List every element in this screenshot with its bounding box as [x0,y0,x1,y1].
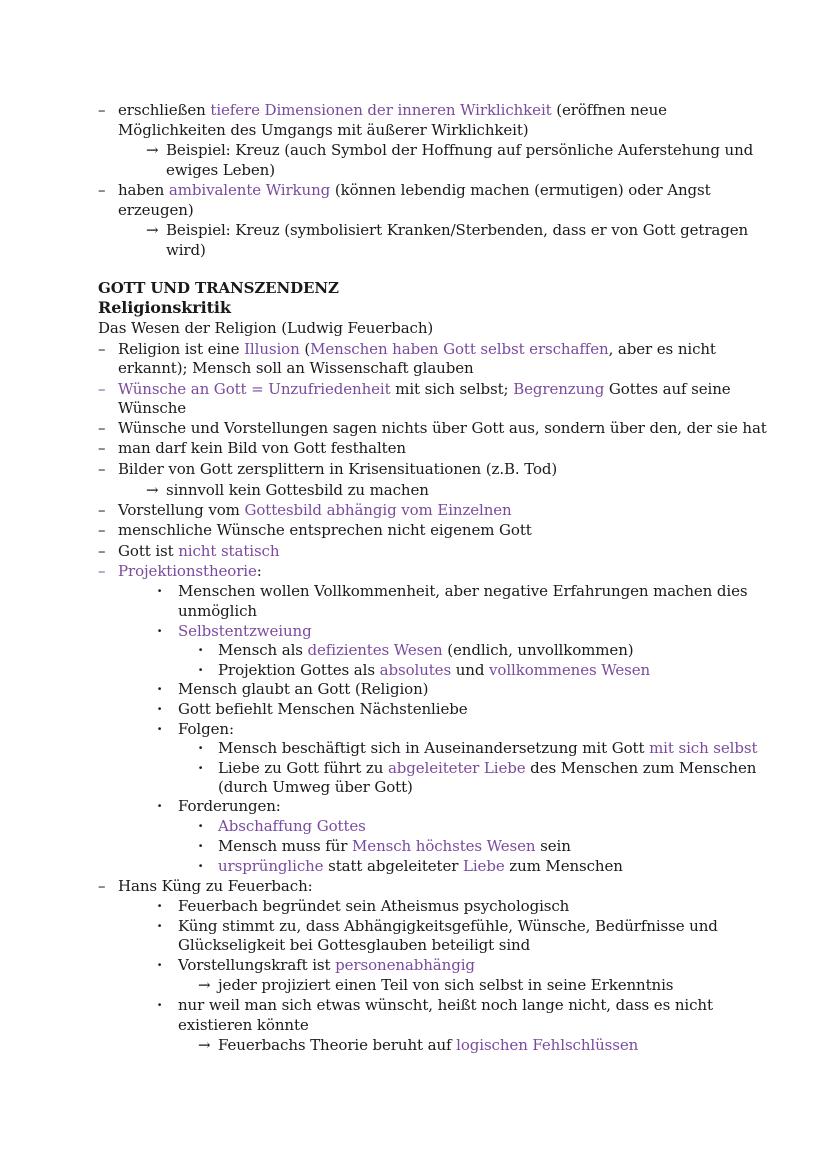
text-segment: Glückseligkeit bei Gottesglauben beteiligt sind [178,936,531,954]
text-segment: Vorstellung vom [118,501,245,519]
text-line [166,140,753,160]
text-segment: Liebe zu Gott führt zu [218,759,388,777]
arrow-icon: → [198,976,211,994]
text-segment: Gottes auf seine [604,380,731,398]
bullet-icon: · [157,700,163,718]
text-segment: Feuerbachs Theorie beruht auf [218,1036,457,1054]
text-segment: existieren könnte [178,1016,309,1034]
text-segment: Mensch beschäftigt sich in Auseinandersetzung mit Gott [218,739,650,757]
text-segment: Küng stimmt zu, dass Abhängigkeitsgefühle, Wünsche, Bedürfnisse und [178,917,718,935]
bullet-icon: · [157,622,163,640]
highlighted-term: logischen Fehlschlüssen [456,1036,639,1054]
text-segment: Projektion Gottes als [218,661,380,679]
text-line [118,561,262,581]
text-line [118,500,512,520]
text-segment: Vorstellungskraft ist [178,956,336,974]
highlighted-term: Menschen haben Gott selbst erschaffen [310,340,609,358]
text-segment: Forderungen: [178,797,281,815]
text-segment: Mensch glaubt an Gott (Religion) [178,680,429,698]
highlighted-term: personenabhängig [335,956,475,974]
text-segment: (können lebendig machen (ermutigen) oder Angst [330,181,711,199]
text-segment: erzeugen) [118,201,194,219]
highlighted-term: Illusion [244,340,300,358]
arrow-icon: → [198,1036,211,1054]
text-line [178,621,312,641]
text-line [218,1035,638,1055]
text-line [166,480,429,500]
text-line [218,975,673,995]
highlighted-term: nicht statisch [178,542,280,560]
text-segment: Mensch muss für [218,837,353,855]
text-segment: Beispiel: Kreuz (auch Symbol der Hoffnung auf persönliche Auferstehung und [166,141,754,159]
dash-icon: – [98,380,106,398]
text-segment: Möglichkeiten des Umgangs mit äußerer Wirklichkeit) [118,121,529,139]
text-line [118,876,313,896]
arrow-icon: → [146,481,159,499]
text-segment: wird) [166,241,206,259]
text-segment: haben [118,181,169,199]
text-line [178,581,748,601]
highlighted-term: Wünsche an Gott = Unzufriedenheit [118,380,391,398]
text-line [166,160,275,180]
highlighted-term: Projektionstheorie [118,562,257,580]
text-line [218,777,413,797]
text-segment: man darf kein Bild von Gott festhalten [118,439,406,457]
text-line [178,896,569,916]
highlighted-term: defizientes Wesen [307,641,443,659]
highlighted-term: vollkommenes Wesen [489,661,651,679]
bullet-icon: · [157,996,163,1014]
highlighted-term: ambivalente Wirkung [168,181,331,199]
text-segment: (endlich, unvollkommen) [442,641,634,659]
text-line [118,339,716,359]
dash-icon: – [98,877,106,895]
bullet-icon: · [157,897,163,915]
highlighted-term: abgeleiteter Liebe [387,759,526,777]
highlighted-term: Selbstentzweiung [178,622,312,640]
text-segment: Folgen: [178,720,234,738]
text-segment: Gott ist [118,542,179,560]
text-segment: Religionskritik [98,298,231,317]
text-segment: Wünsche [118,399,187,417]
text-segment: erschließen [118,101,211,119]
highlighted-term: tiefere Dimensionen der inneren Wirklichkeit [210,101,552,119]
text-segment: und [451,661,490,679]
heading [98,298,231,318]
text-segment: : [256,562,262,580]
dash-icon: – [98,542,106,560]
highlighted-term: Gottesbild abhängig vom Einzelnen [244,501,512,519]
text-segment: Das Wesen der Religion (Ludwig Feuerbach) [98,319,434,337]
text-line [178,995,713,1015]
text-segment: erkannt); Mensch soll an Wissenschaft glauben [118,359,474,377]
text-segment: statt abgeleiteter [323,857,463,875]
text-line [118,520,532,540]
text-segment: (durch Umweg über Gott) [218,778,413,796]
highlighted-term: Mensch höchstes Wesen [352,837,536,855]
text-segment: Bilder von Gott zersplittern in Krisensituationen (z.B. Tod) [118,460,558,478]
text-line [178,719,234,739]
text-line [166,220,748,240]
text-line [118,398,186,418]
bullet-icon: · [198,641,204,659]
text-segment: Menschen wollen Vollkommenheit, aber negative Erfahrungen machen dies [178,582,748,600]
text-line [166,240,206,260]
text-segment: ewiges Leben) [166,161,275,179]
arrow-icon: → [146,221,159,239]
text-segment: Mensch als [218,641,308,659]
text-line [178,935,530,955]
text-segment: unmöglich [178,602,257,620]
bullet-icon: · [198,857,204,875]
bullet-icon: · [157,956,163,974]
text-segment: (eröffnen neue [551,101,667,119]
dash-icon: – [98,101,106,119]
text-line [178,601,257,621]
bullet-icon: · [198,661,204,679]
highlighted-term: Abschaffung Gottes [218,817,366,835]
bullet-icon: · [157,797,163,815]
text-line [118,379,731,399]
bullet-icon: · [198,759,204,777]
text-line [178,916,718,936]
bullet-icon: · [198,739,204,757]
text-segment: sinnvoll kein Gottesbild zu machen [166,481,429,499]
text-segment: menschliche Wünsche entsprechen nicht eigenem Gott [118,521,532,539]
highlighted-term: ursprüngliche [218,857,324,875]
bullet-icon: · [198,817,204,835]
text-line [118,180,711,200]
text-segment: Hans Küng zu Feuerbach: [118,877,313,895]
text-line [218,836,571,856]
text-segment: , aber es nicht [608,340,716,358]
text-segment: Feuerbach begründet sein Atheismus psychologisch [178,897,570,915]
text-line [178,796,281,816]
text-line [178,955,475,975]
text-line [218,660,650,680]
text-line [218,738,757,758]
dash-icon: – [98,419,106,437]
text-segment: nur weil man sich etwas wünscht, heißt noch lange nicht, dass es nicht [178,996,713,1014]
heading [98,278,339,298]
text-line [118,200,194,220]
text-segment: jeder projiziert einen Teil von sich selbst in seine Erkenntnis [218,976,674,994]
text-segment: Beispiel: Kreuz (symbolisiert Kranken/Sterbenden, dass er von Gott getragen [166,221,749,239]
arrow-icon: → [146,141,159,159]
text-line [118,120,529,140]
bullet-icon: · [157,917,163,935]
dash-icon: – [98,460,106,478]
highlighted-term: mit sich selbst [649,739,758,757]
text-line [118,418,767,438]
text-segment: Gott befiehlt Menschen Nächstenliebe [178,700,468,718]
text-line [178,699,468,719]
dash-icon: – [98,501,106,519]
text-segment: ( [299,340,311,358]
bullet-icon: · [157,680,163,698]
text-line [218,856,623,876]
text-line [118,358,474,378]
text-line [218,640,634,660]
text-line [98,318,433,338]
text-line [218,758,756,778]
text-line [218,816,366,836]
dash-icon: – [98,521,106,539]
bullet-icon: · [157,582,163,600]
text-segment: zum Menschen [504,857,623,875]
bullet-icon: · [157,720,163,738]
text-segment: GOTT UND TRANSZENDENZ [98,279,339,297]
dash-icon: – [98,340,106,358]
text-segment: sein [535,837,571,855]
text-segment: des Menschen zum Menschen [525,759,757,777]
text-segment: mit sich selbst; [390,380,514,398]
dash-icon: – [98,181,106,199]
bullet-icon: · [198,837,204,855]
text-line [118,541,279,561]
highlighted-term: Begrenzung [513,380,605,398]
text-line [118,459,557,479]
dash-icon: – [98,439,106,457]
highlighted-term: Liebe [462,857,505,875]
text-line [118,100,667,120]
dash-icon: – [98,562,106,580]
highlighted-term: absolutes [379,661,452,679]
text-segment: Wünsche und Vorstellungen sagen nichts über Gott aus, sondern über den, der sie hat [118,419,767,437]
text-segment: Religion ist eine [118,340,245,358]
text-line [118,438,406,458]
text-line [178,679,428,699]
text-line [178,1015,309,1035]
